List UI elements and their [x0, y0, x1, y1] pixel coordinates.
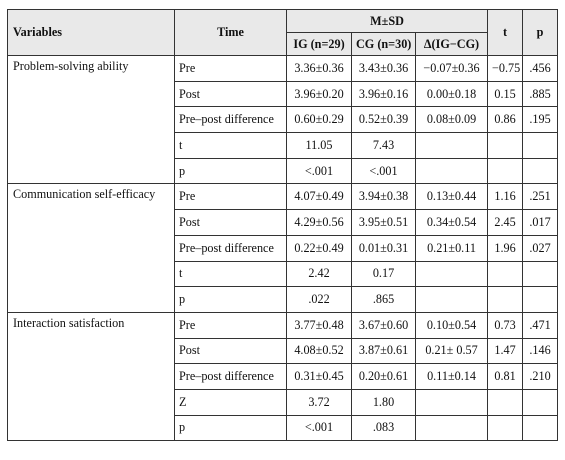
time-cell: Pre: [175, 184, 287, 210]
delta-cell: 0.13±0.44: [416, 184, 488, 210]
header-t: t: [488, 10, 523, 56]
p-cell: .195: [523, 107, 558, 133]
ig-cell: 4.08±0.52: [287, 338, 352, 364]
ig-cell: <.001: [287, 415, 352, 441]
delta-cell: [416, 287, 488, 313]
cg-cell: 3.87±0.61: [352, 338, 416, 364]
header-msd: M±SD: [287, 10, 488, 33]
header-ig: IG (n=29): [287, 33, 352, 56]
time-cell: Pre: [175, 312, 287, 338]
header-row-top: [8, 10, 558, 33]
cg-cell: <.001: [352, 158, 416, 184]
delta-cell: 0.08±0.09: [416, 107, 488, 133]
ig-cell: 2.42: [287, 261, 352, 287]
time-cell: p: [175, 158, 287, 184]
delta-cell: 0.10±0.54: [416, 312, 488, 338]
ig-cell: 3.72: [287, 389, 352, 415]
ig-cell: 4.29±0.56: [287, 210, 352, 236]
cg-cell: 1.80: [352, 389, 416, 415]
time-cell: t: [175, 133, 287, 159]
t-cell: 0.73: [488, 312, 523, 338]
delta-cell: −0.07±0.36: [416, 56, 488, 82]
p-cell: [523, 415, 558, 441]
table-body: [8, 56, 558, 441]
ig-cell: 3.36±0.36: [287, 56, 352, 82]
time-cell: Pre–post difference: [175, 364, 287, 390]
time-cell: Post: [175, 210, 287, 236]
ig-cell: 3.77±0.48: [287, 312, 352, 338]
table-row: [8, 312, 558, 338]
t-cell: 0.81: [488, 364, 523, 390]
ig-cell: <.001: [287, 158, 352, 184]
delta-cell: [416, 389, 488, 415]
t-cell: [488, 158, 523, 184]
header-delta: Δ(IG−CG): [416, 33, 488, 56]
delta-cell: [416, 158, 488, 184]
cg-cell: 0.52±0.39: [352, 107, 416, 133]
ig-cell: 4.07±0.49: [287, 184, 352, 210]
delta-cell: 0.21± 0.57: [416, 338, 488, 364]
t-cell: 1.47: [488, 338, 523, 364]
t-cell: 0.15: [488, 81, 523, 107]
time-cell: p: [175, 415, 287, 441]
ig-cell: 0.22±0.49: [287, 235, 352, 261]
t-cell: [488, 133, 523, 159]
p-cell: .027: [523, 235, 558, 261]
t-cell: 2.45: [488, 210, 523, 236]
variable-cell: Communication self-efficacy: [8, 184, 175, 312]
delta-cell: [416, 261, 488, 287]
header-variables: Variables: [8, 10, 175, 56]
time-cell: p: [175, 287, 287, 313]
cg-cell: 7.43: [352, 133, 416, 159]
p-cell: .146: [523, 338, 558, 364]
p-cell: [523, 287, 558, 313]
p-cell: [523, 389, 558, 415]
delta-cell: 0.21±0.11: [416, 235, 488, 261]
cg-cell: 3.95±0.51: [352, 210, 416, 236]
ig-cell: 3.96±0.20: [287, 81, 352, 107]
time-cell: Post: [175, 338, 287, 364]
cg-cell: .865: [352, 287, 416, 313]
delta-cell: [416, 415, 488, 441]
t-cell: 0.86: [488, 107, 523, 133]
cg-cell: 0.17: [352, 261, 416, 287]
t-cell: 1.16: [488, 184, 523, 210]
time-cell: Post: [175, 81, 287, 107]
time-cell: Pre–post difference: [175, 107, 287, 133]
p-cell: [523, 158, 558, 184]
cg-cell: 3.43±0.36: [352, 56, 416, 82]
p-cell: .456: [523, 56, 558, 82]
p-cell: .251: [523, 184, 558, 210]
t-cell: [488, 415, 523, 441]
cg-cell: 0.20±0.61: [352, 364, 416, 390]
p-cell: .885: [523, 81, 558, 107]
ig-cell: 11.05: [287, 133, 352, 159]
cg-cell: 0.01±0.31: [352, 235, 416, 261]
header-p: p: [523, 10, 558, 56]
time-cell: Pre–post difference: [175, 235, 287, 261]
header-cg: CG (n=30): [352, 33, 416, 56]
p-cell: [523, 261, 558, 287]
ig-cell: 0.60±0.29: [287, 107, 352, 133]
t-cell: [488, 389, 523, 415]
ig-cell: 0.31±0.45: [287, 364, 352, 390]
ig-cell: .022: [287, 287, 352, 313]
delta-cell: 0.11±0.14: [416, 364, 488, 390]
p-cell: .210: [523, 364, 558, 390]
table-row: [8, 184, 558, 210]
cg-cell: 3.94±0.38: [352, 184, 416, 210]
delta-cell: 0.34±0.54: [416, 210, 488, 236]
results-table-container: [7, 9, 558, 441]
p-cell: .017: [523, 210, 558, 236]
t-cell: 1.96: [488, 235, 523, 261]
table-row: [8, 56, 558, 82]
time-cell: Pre: [175, 56, 287, 82]
time-cell: Z: [175, 389, 287, 415]
p-cell: [523, 133, 558, 159]
t-cell: [488, 287, 523, 313]
time-cell: t: [175, 261, 287, 287]
delta-cell: 0.00±0.18: [416, 81, 488, 107]
cg-cell: 3.67±0.60: [352, 312, 416, 338]
variable-cell: Problem-solving ability: [8, 56, 175, 184]
t-cell: −0.75: [488, 56, 523, 82]
variable-cell: Interaction satisfaction: [8, 312, 175, 440]
header-time: Time: [175, 10, 287, 56]
cg-cell: 3.96±0.16: [352, 81, 416, 107]
results-table: [7, 9, 558, 441]
delta-cell: [416, 133, 488, 159]
cg-cell: .083: [352, 415, 416, 441]
t-cell: [488, 261, 523, 287]
p-cell: .471: [523, 312, 558, 338]
